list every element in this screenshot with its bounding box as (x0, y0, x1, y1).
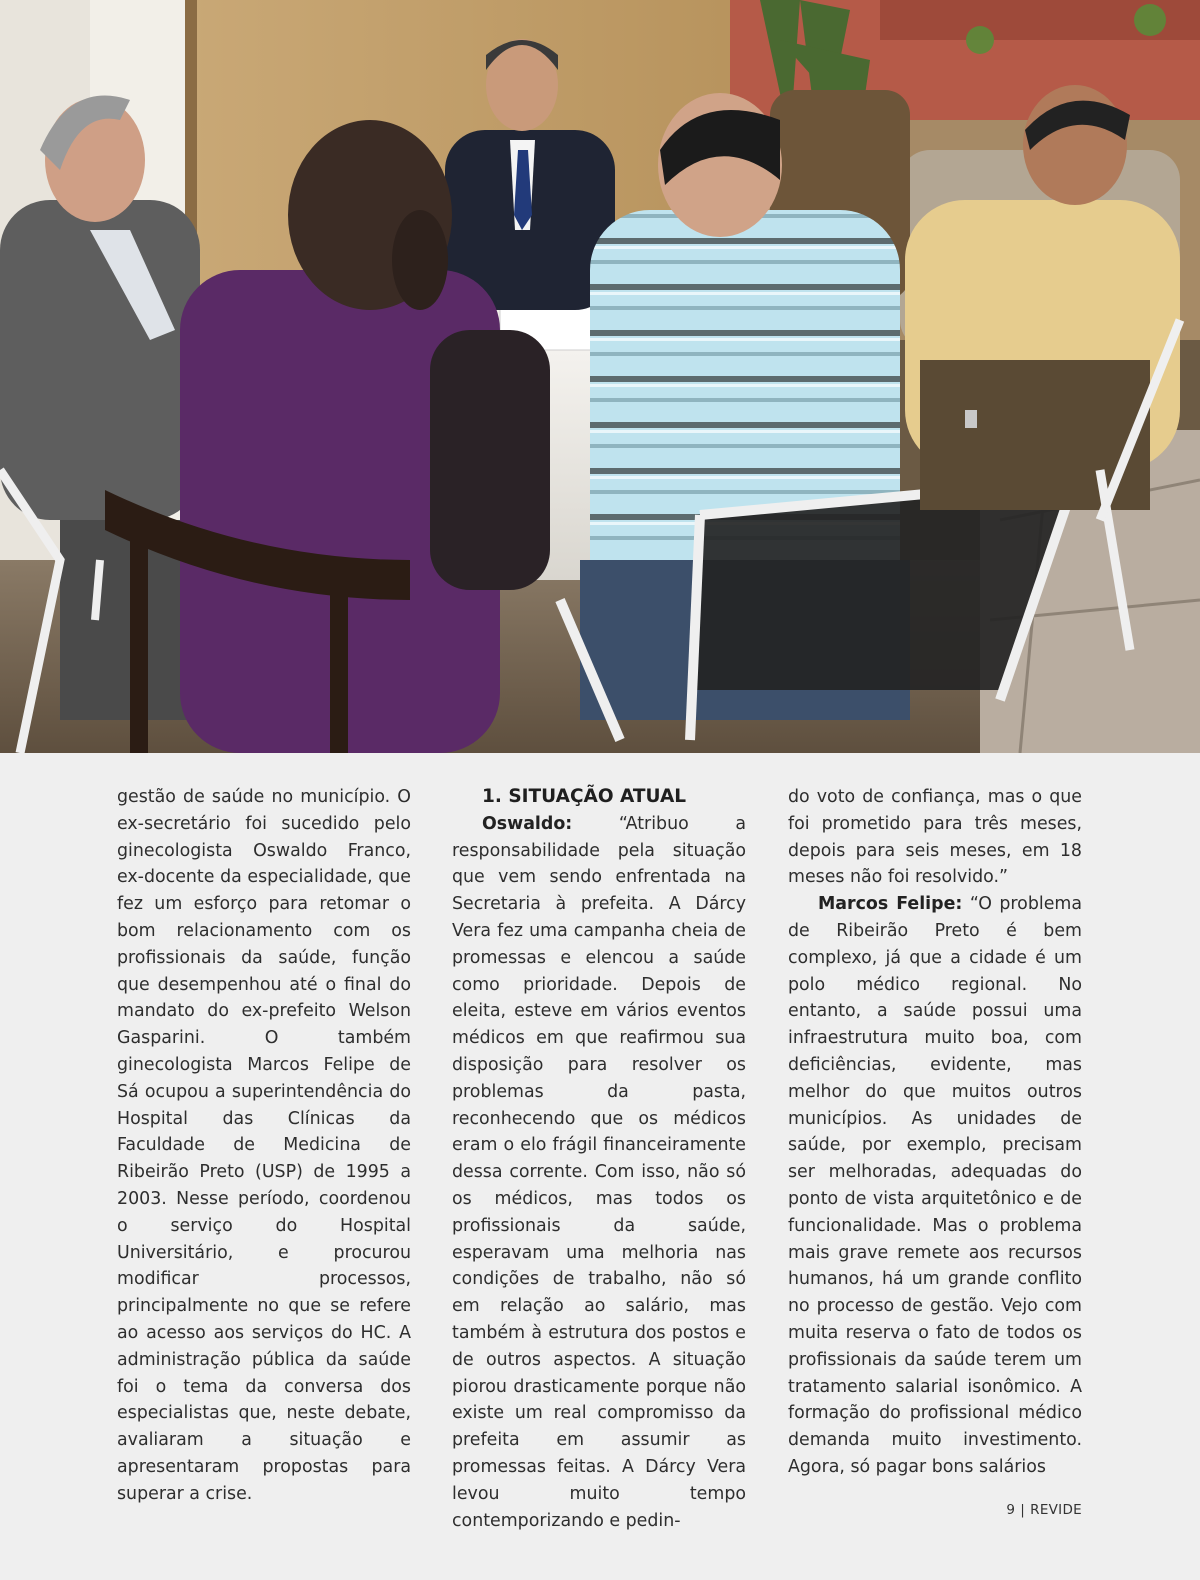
text-column-3 (788, 784, 1082, 1481)
column3-paragraph-1: do voto de confiança, mas o que foi prometido para três meses, depois para seis meses, em 18 meses não foi resolvido.” (788, 787, 1082, 888)
column2-paragraph (452, 811, 746, 1535)
magazine-name: REVIDE (1030, 1502, 1082, 1518)
column2-quote: “Atribuo a responsabilidade pela situação que vem sendo enfrentada na Secretaria à prefeita. A Dárcy Vera fez uma campanha cheia de promessas e elencou a saúde como prioridade. Depois de eleita, esteve em vários eventos médicos em que reafirmou sua disposição para resolver os problemas da pasta, reconhecendo que os médicos eram o elo frágil financeiramente dessa corrente. Com isso, não só os médicos, mas todos os profissionais da saúde, esperavam uma melhoria nas condições de trabalho, não só em relação ao salário, mas também à estrutura dos postos e de outros aspectos. A situação piorou drasticamente porque não existe um real compromisso da prefeita em assumir as promessas feitas. A Dárcy Vera levou muito tempo contemporizando e pedin- (452, 813, 747, 1531)
column3-paragraph-2 (788, 891, 1082, 1481)
debate-photo (0, 0, 1200, 753)
column1-paragraph: gestão de saúde no município. O ex-secretário foi sucedido pelo ginecologista Oswaldo Franco, ex-docente da especialidade, que fez um esforço para retomar o bom relacionamento com os profissionais da saúde, função que desempenhou até o final do mandato do ex-prefeito Welson Gasparini. O também ginecologista Marcos Felipe de Sá ocupou a superintendência do Hospital das Clínicas da Faculdade de Medicina de Ribeirão Preto (USP) de 1995 a 2003. Nesse período, coordenou o serviço do Hospital Universitário, e procurou modificar processos, principalmente no que se refere ao acesso aos serviços do HC. A administração pública da saúde foi o tema da conversa dos especialistas que, neste debate, avaliaram a situação e apresentaram propostas para superar a crise. (117, 787, 411, 1504)
column3-quote: “O problema de Ribeirão Preto é bem complexo, já que a cidade é um polo médico regional. No entanto, a saúde possui uma infraestrutura muito boa, com deficiências, evidente, mas melhor do que muitos outros municípios. As unidades de saúde, por exemplo, precisam ser melhoradas, adequadas do ponto de vista arquitetônico e de funcionalidade. Mas o problema mais grave remete aos recursos humanos, há um grande conflito no processo de gestão. Vejo com muita reserva o fato de todos os profissionais da saúde terem um tratamento salarial isonômico. A formação do profissional médico demanda muito investimento. Agora, só pagar bons salários (788, 894, 1082, 1477)
page-number: 9 (1006, 1502, 1016, 1518)
speaker-name: Oswaldo: (482, 813, 573, 834)
text-column-2 (452, 784, 746, 1534)
meeting-photo-illustration (0, 0, 1200, 753)
page-folio (1006, 1502, 1082, 1518)
folio-separator: | (1020, 1502, 1026, 1518)
speaker-name: Marcos Felipe: (818, 894, 963, 915)
section-heading: 1. SITUAÇÃO ATUAL (482, 786, 687, 807)
text-column-1 (117, 784, 411, 1508)
